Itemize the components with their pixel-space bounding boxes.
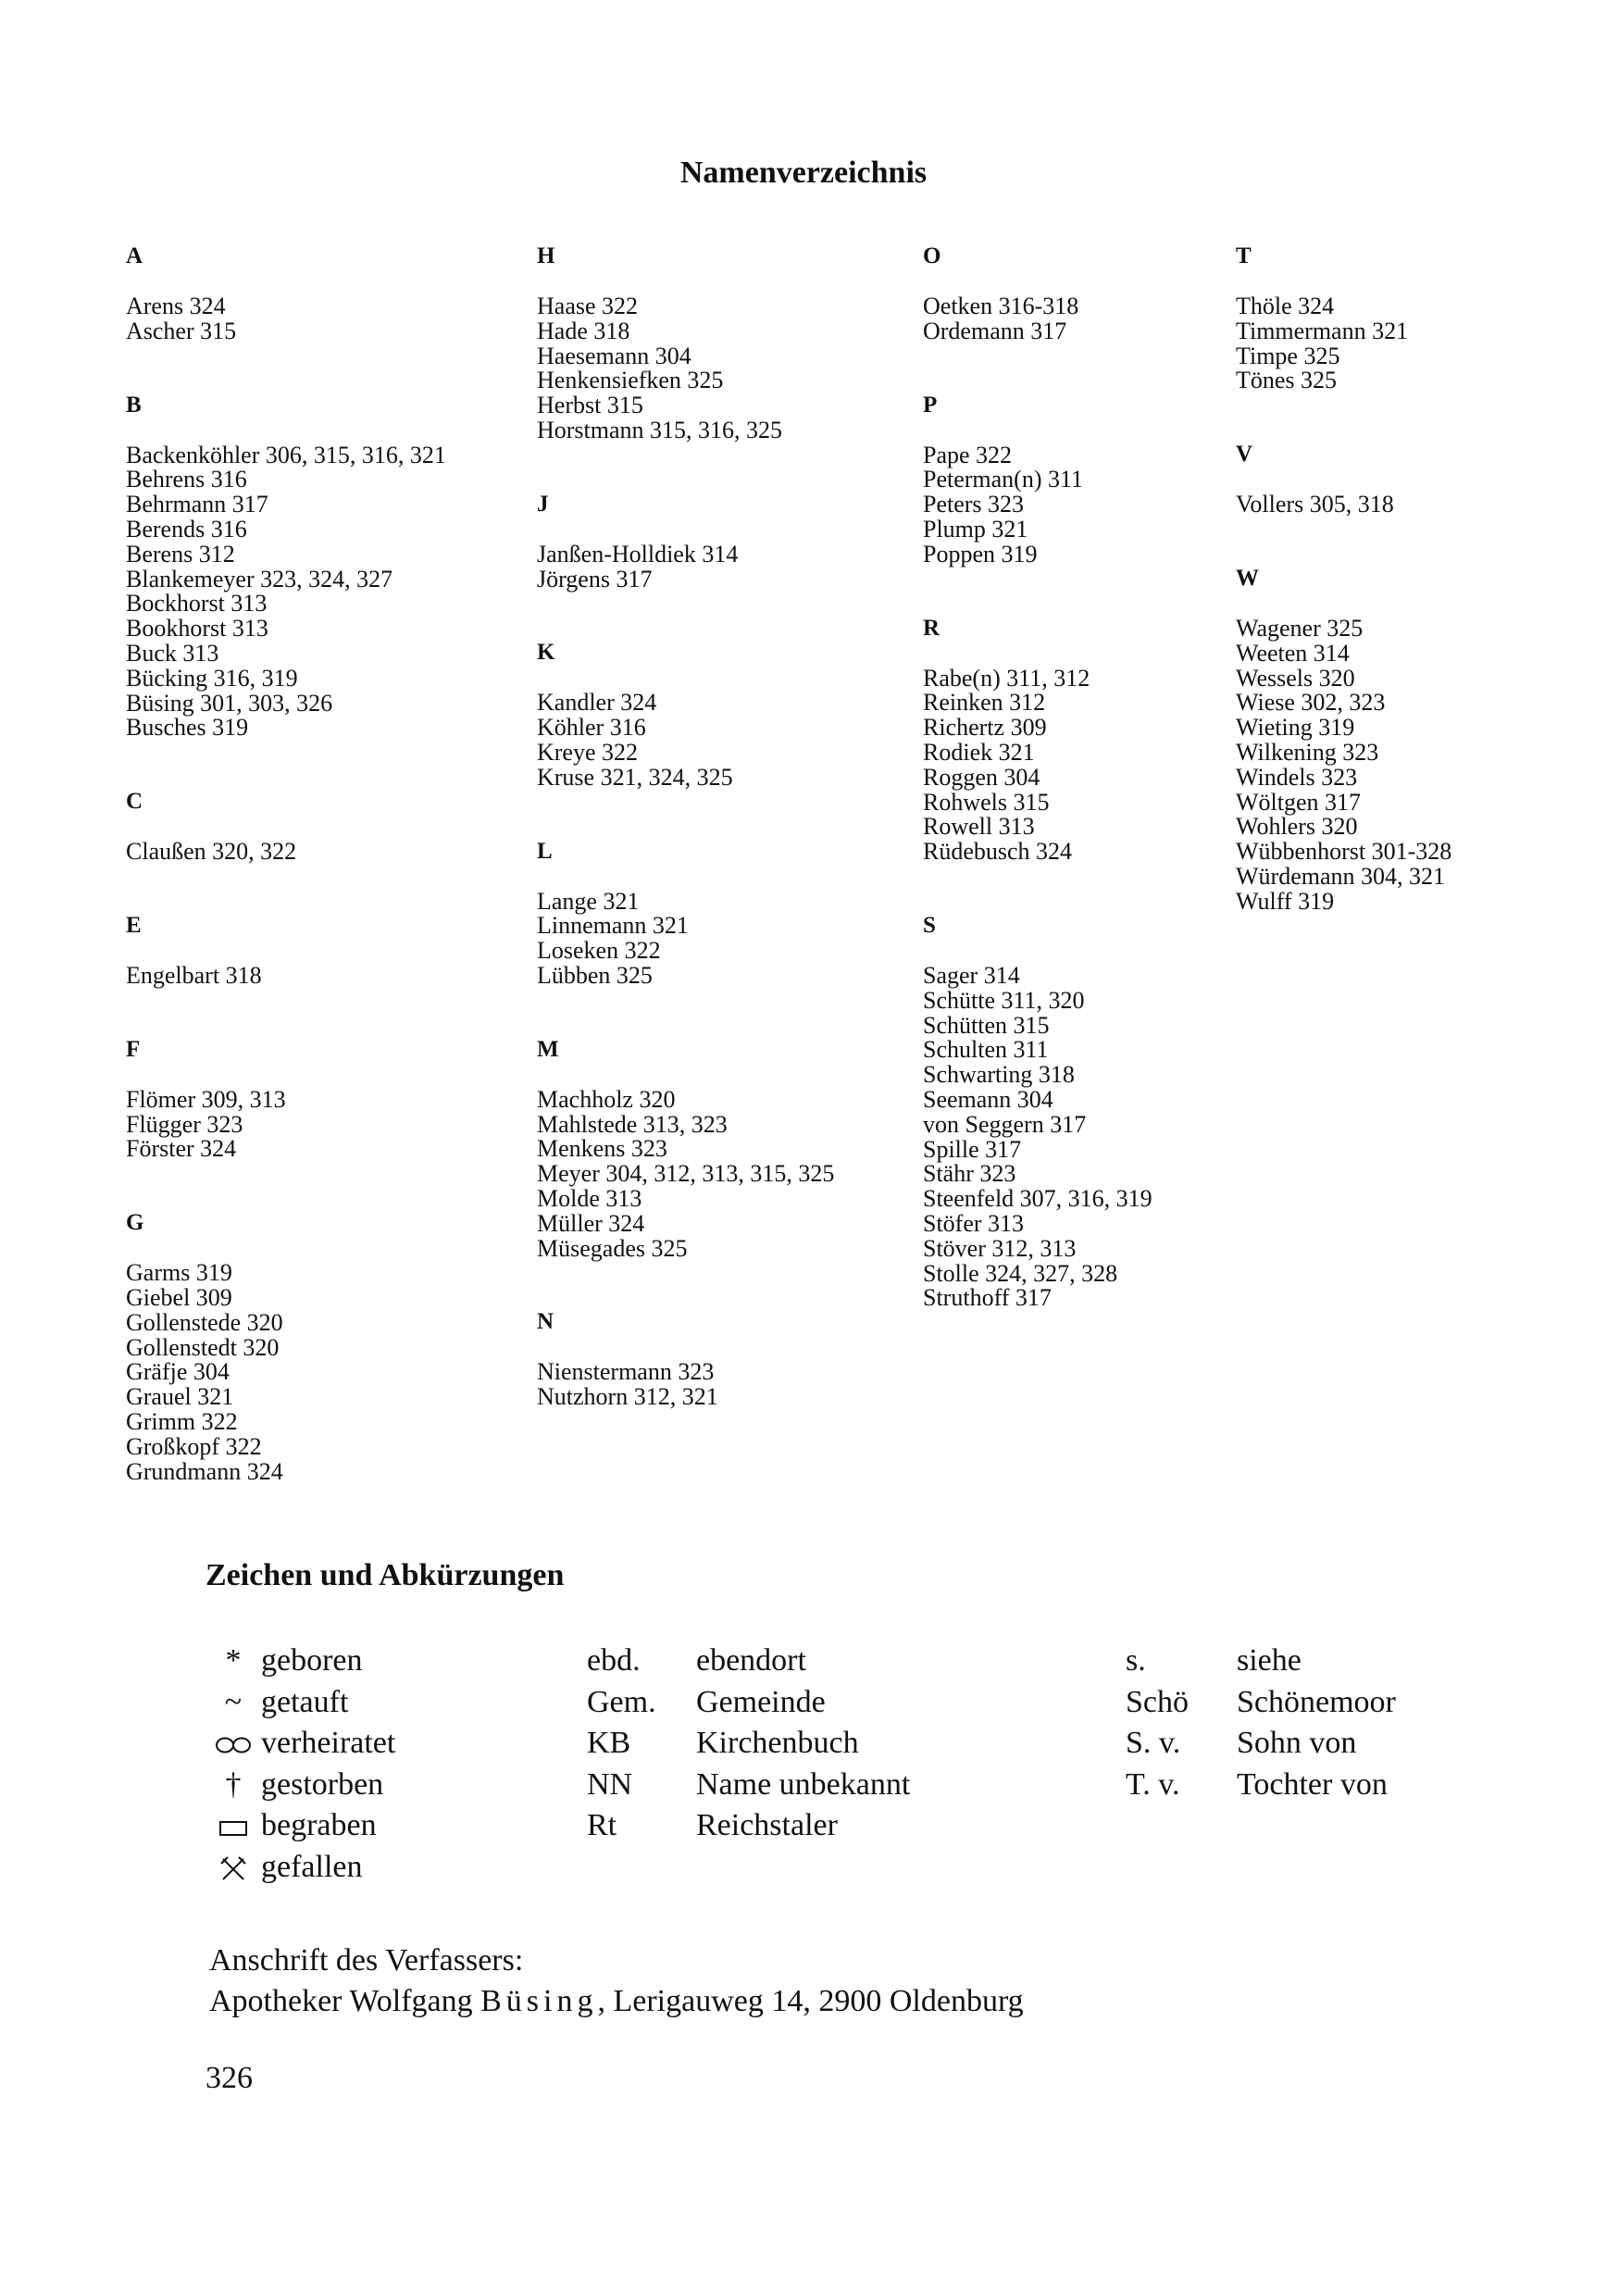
page-title: Namenverzeichnis	[679, 156, 928, 190]
index-entry: Förster 324	[126, 1135, 237, 1163]
index-entry: Mahlstede 313, 323	[537, 1110, 728, 1138]
abbreviation: KB	[587, 1726, 631, 1761]
index-entry: Backenköhler 306, 315, 316, 321	[126, 441, 446, 468]
index-entry: Claußen 320, 322	[126, 838, 297, 866]
index-entry: Ascher 315	[126, 317, 237, 344]
abbreviation-row	[1126, 1682, 1396, 1724]
symbol-row	[206, 1805, 395, 1847]
section-letter: H	[537, 243, 555, 268]
index-entry: Lübben 325	[537, 961, 653, 989]
index-entry: Haesemann 304	[537, 342, 691, 369]
index-entry: Wübbenhorst 301-328	[1236, 838, 1452, 866]
section-letter: M	[537, 1036, 559, 1062]
tilde-icon: ~	[224, 1684, 243, 1719]
index-section-l	[537, 840, 926, 989]
section-letter: E	[126, 912, 142, 938]
asterisk-icon: *	[225, 1643, 242, 1678]
index-entry: Giebel 309	[126, 1283, 232, 1311]
address-line	[209, 1981, 1024, 2022]
index-entry: Berends 316	[126, 515, 247, 543]
symbol-row	[206, 1723, 395, 1765]
abbreviation: Schö	[1126, 1684, 1189, 1719]
abbreviation-list-2	[1126, 1641, 1396, 1805]
symbol-meaning: gestorben	[261, 1766, 384, 1802]
abbreviation-meaning: Gemeinde	[696, 1684, 826, 1719]
section-letter: T	[1236, 243, 1252, 268]
index-entry: Wöltgen 317	[1236, 788, 1362, 816]
symbol-meaning: begraben	[261, 1808, 377, 1843]
index-section-n	[537, 1310, 926, 1410]
symbol-row	[206, 1641, 395, 1682]
index-entry: Ordemann 317	[923, 317, 1067, 344]
index-entry: Sager 314	[923, 961, 1020, 989]
index-entry: Timpe 325	[1236, 342, 1340, 369]
index-section-w	[1236, 567, 1607, 915]
index-entry: Haase 322	[537, 293, 639, 319]
index-entry: Windels 323	[1236, 763, 1358, 791]
index-entry: Meyer 304, 312, 313, 315, 325	[537, 1160, 835, 1188]
section-letter: G	[126, 1210, 144, 1236]
index-entry: Rohwels 315	[923, 788, 1050, 816]
abbreviation-row	[587, 1765, 910, 1806]
rectangle-icon	[206, 1805, 261, 1847]
symbol-meaning: gefallen	[261, 1849, 363, 1884]
index-entry: Wilkening 323	[1236, 738, 1379, 766]
abbreviation-meaning: Sohn von	[1237, 1726, 1357, 1761]
abbreviation: Gem.	[587, 1684, 656, 1719]
symbol-meaning: geboren	[261, 1643, 363, 1678]
index-entry: Seemann 304	[923, 1085, 1053, 1113]
index-entry: Wieting 319	[1236, 714, 1355, 742]
symbol-row	[206, 1765, 395, 1806]
address-suffix: , Lerigauweg 14, 2900 Oldenburg	[597, 1984, 1024, 2018]
abbreviation-row	[1126, 1641, 1396, 1682]
index-entry: Gollenstedt 320	[126, 1333, 280, 1361]
index-entry: Vollers 305, 318	[1236, 491, 1394, 518]
index-entry: Jörgens 317	[537, 565, 653, 593]
index-entry: Horstmann 315, 316, 325	[537, 416, 783, 443]
index-entry: Buck 313	[126, 639, 219, 667]
index-entry: Timmermann 321	[1236, 317, 1409, 344]
index-entry: Menkens 323	[537, 1135, 667, 1163]
abbreviation: T. v.	[1126, 1766, 1180, 1802]
index-entry: Schütte 311, 320	[923, 986, 1085, 1014]
abbreviation-row	[1126, 1765, 1396, 1806]
index-entry: Rowell 313	[923, 813, 1035, 841]
index-entry: Plump 321	[923, 515, 1028, 543]
crossed-swords-icon	[206, 1847, 261, 1889]
index-entry: Herbst 315	[537, 392, 643, 419]
index-entry: Poppen 319	[923, 540, 1038, 568]
index-section-m	[537, 1038, 926, 1262]
index-entry: Kreye 322	[537, 738, 639, 766]
section-letter: C	[126, 789, 143, 815]
index-entry: Stöver 312, 313	[923, 1234, 1077, 1262]
index-section-k	[537, 641, 926, 790]
index-entry: Kandler 324	[537, 689, 657, 717]
index-entry: Richertz 309	[923, 714, 1047, 742]
index-entry: Bockhorst 313	[126, 590, 268, 618]
index-entry: Wagener 325	[1236, 614, 1364, 642]
index-entry: Behrmann 317	[126, 491, 268, 518]
index-entry: Stöfer 313	[923, 1209, 1025, 1237]
index-entry: Gollenstede 320	[126, 1308, 283, 1336]
page-number: 326	[206, 2061, 253, 2095]
index-entry: Roggen 304	[923, 763, 1040, 791]
index-section-s	[923, 914, 1312, 1311]
index-entry: Machholz 320	[537, 1085, 676, 1113]
abbreviation: s.	[1126, 1643, 1146, 1678]
abbreviation: ebd.	[587, 1643, 641, 1678]
index-entry: Bookhorst 313	[126, 615, 268, 643]
section-letter: O	[923, 243, 941, 268]
section-letter: V	[1236, 442, 1253, 468]
abbreviation-meaning: Kirchenbuch	[696, 1726, 859, 1761]
index-entry: Hade 318	[537, 317, 630, 344]
index-entry: Struthoff 317	[923, 1284, 1052, 1312]
abbreviation: Rt	[587, 1808, 617, 1843]
index-entry: Rabe(n) 311, 312	[923, 664, 1090, 692]
author-address	[209, 1940, 1024, 2022]
index-entry: Lange 321	[537, 887, 640, 915]
address-label: Anschrift des Verfassers:	[209, 1943, 524, 1978]
section-letter: L	[537, 838, 553, 864]
index-section-h	[537, 244, 926, 443]
index-entry: Rodiek 321	[923, 738, 1035, 766]
index-entry: Linnemann 321	[537, 912, 689, 940]
index-entry: Flömer 309, 313	[126, 1085, 286, 1113]
symbol-meaning: getauft	[261, 1684, 349, 1719]
dagger-icon: †	[225, 1766, 242, 1802]
index-section-c	[126, 790, 515, 865]
index-entry: Büsing 301, 303, 326	[126, 689, 333, 717]
index-entry: Garms 319	[126, 1259, 232, 1287]
index-entry: Reinken 312	[923, 689, 1046, 717]
index-entry: Grimm 322	[126, 1407, 238, 1435]
index-entry: Stähr 323	[923, 1160, 1016, 1188]
index-column-4	[1236, 244, 1607, 964]
abbreviation: S. v.	[1126, 1726, 1181, 1761]
abbreviation-meaning: Reichstaler	[696, 1808, 838, 1843]
index-entry: Kruse 321, 324, 325	[537, 763, 733, 791]
section-letter: N	[537, 1309, 554, 1335]
index-entry: von Seggern 317	[923, 1110, 1087, 1138]
index-entry: Rüdebusch 324	[923, 838, 1073, 866]
index-column-1	[126, 244, 515, 1533]
index-section-e	[126, 914, 515, 989]
abbreviation-row	[587, 1641, 910, 1682]
abbreviation-row	[587, 1805, 910, 1847]
index-entry: Flügger 323	[126, 1110, 243, 1138]
symbol-row	[206, 1847, 395, 1889]
abbreviation-row	[1126, 1723, 1396, 1765]
index-entry: Thöle 324	[1236, 293, 1335, 319]
index-section-t	[1236, 244, 1607, 393]
index-entry: Schulten 311	[923, 1036, 1049, 1064]
index-entry: Molde 313	[537, 1184, 642, 1212]
index-entry: Nienstermann 323	[537, 1358, 715, 1386]
section-letter: F	[126, 1036, 141, 1062]
symbol-meaning: verheiratet	[261, 1726, 396, 1761]
index-entry: Müller 324	[537, 1209, 645, 1237]
symbol-list	[206, 1641, 395, 1889]
abbreviation-meaning: Name unbekannt	[696, 1766, 911, 1802]
section-letter: R	[923, 615, 941, 641]
abbreviations-title: Zeichen und Abkürzungen	[206, 1558, 565, 1592]
index-entry: Busches 319	[126, 714, 249, 742]
index-entry: Arens 324	[126, 293, 226, 319]
index-entry: Wiese 302, 323	[1236, 689, 1386, 717]
section-letter: S	[923, 912, 936, 938]
index-section-v	[1236, 443, 1607, 518]
abbreviation-meaning: Schönemoor	[1237, 1684, 1396, 1719]
index-entry: Wohlers 320	[1236, 813, 1358, 841]
index-entry: Grundmann 324	[126, 1457, 283, 1485]
index-entry: Müsegades 325	[537, 1234, 688, 1262]
index-entry: Köhler 316	[537, 714, 646, 742]
index-entry: Peters 323	[923, 491, 1025, 518]
abbreviation-meaning: ebendort	[696, 1643, 806, 1678]
index-entry: Grauel 321	[126, 1383, 234, 1411]
index-entry: Henkensiefken 325	[537, 367, 724, 394]
index-entry: Bücking 316, 319	[126, 664, 298, 692]
index-section-j	[537, 493, 926, 593]
abbreviation-meaning: siehe	[1237, 1643, 1302, 1678]
section-letter: P	[923, 392, 938, 418]
index-entry: Schütten 315	[923, 1011, 1050, 1039]
infinity-icon	[206, 1723, 261, 1765]
index-section-f	[126, 1038, 515, 1162]
index-entry: Nutzhorn 312, 321	[537, 1383, 718, 1411]
section-letter: A	[126, 243, 143, 268]
symbol-row	[206, 1682, 395, 1724]
abbreviation: NN	[587, 1766, 633, 1802]
index-entry: Würdemann 304, 321	[1236, 862, 1446, 890]
index-entry: Wulff 319	[1236, 887, 1335, 915]
index-entry: Wessels 320	[1236, 664, 1355, 692]
index-entry: Janßen-Holldiek 314	[537, 540, 739, 568]
abbreviation-meaning: Tochter von	[1237, 1766, 1388, 1802]
index-entry: Blankemeyer 323, 324, 327	[126, 565, 393, 593]
index-entry: Gräfje 304	[126, 1358, 230, 1386]
index-section-g	[126, 1211, 515, 1484]
index-entry: Großkopf 322	[126, 1432, 262, 1460]
index-section-a	[126, 244, 515, 344]
section-letter: W	[1236, 565, 1259, 591]
abbreviation-list	[587, 1641, 910, 1847]
index-section-b	[126, 393, 515, 742]
abbreviation-row	[587, 1682, 910, 1724]
index-entry: Stolle 324, 327, 328	[923, 1259, 1118, 1287]
index-entry: Peterman(n) 311	[923, 466, 1084, 493]
abbreviation-row	[587, 1723, 910, 1765]
index-entry: Engelbart 318	[126, 961, 262, 989]
author-name: Büsing	[480, 1984, 598, 2018]
index-entry: Tönes 325	[1236, 367, 1338, 394]
index-entry: Loseken 322	[537, 937, 661, 965]
section-letter: J	[537, 491, 549, 517]
section-letter: K	[537, 640, 555, 666]
index-entry: Oetken 316-318	[923, 293, 1079, 319]
index-entry: Weeten 314	[1236, 639, 1350, 667]
section-letter: B	[126, 392, 142, 418]
index-entry: Steenfeld 307, 316, 319	[923, 1185, 1152, 1213]
index-entry: Spille 317	[923, 1135, 1022, 1163]
index-column-2	[537, 244, 926, 1459]
index-entry: Berens 312	[126, 540, 235, 568]
index-entry: Behrens 316	[126, 466, 247, 493]
address-prefix: Apotheker Wolfgang	[209, 1984, 481, 2018]
index-entry: Schwarting 318	[923, 1061, 1075, 1089]
index-entry: Pape 322	[923, 441, 1013, 468]
